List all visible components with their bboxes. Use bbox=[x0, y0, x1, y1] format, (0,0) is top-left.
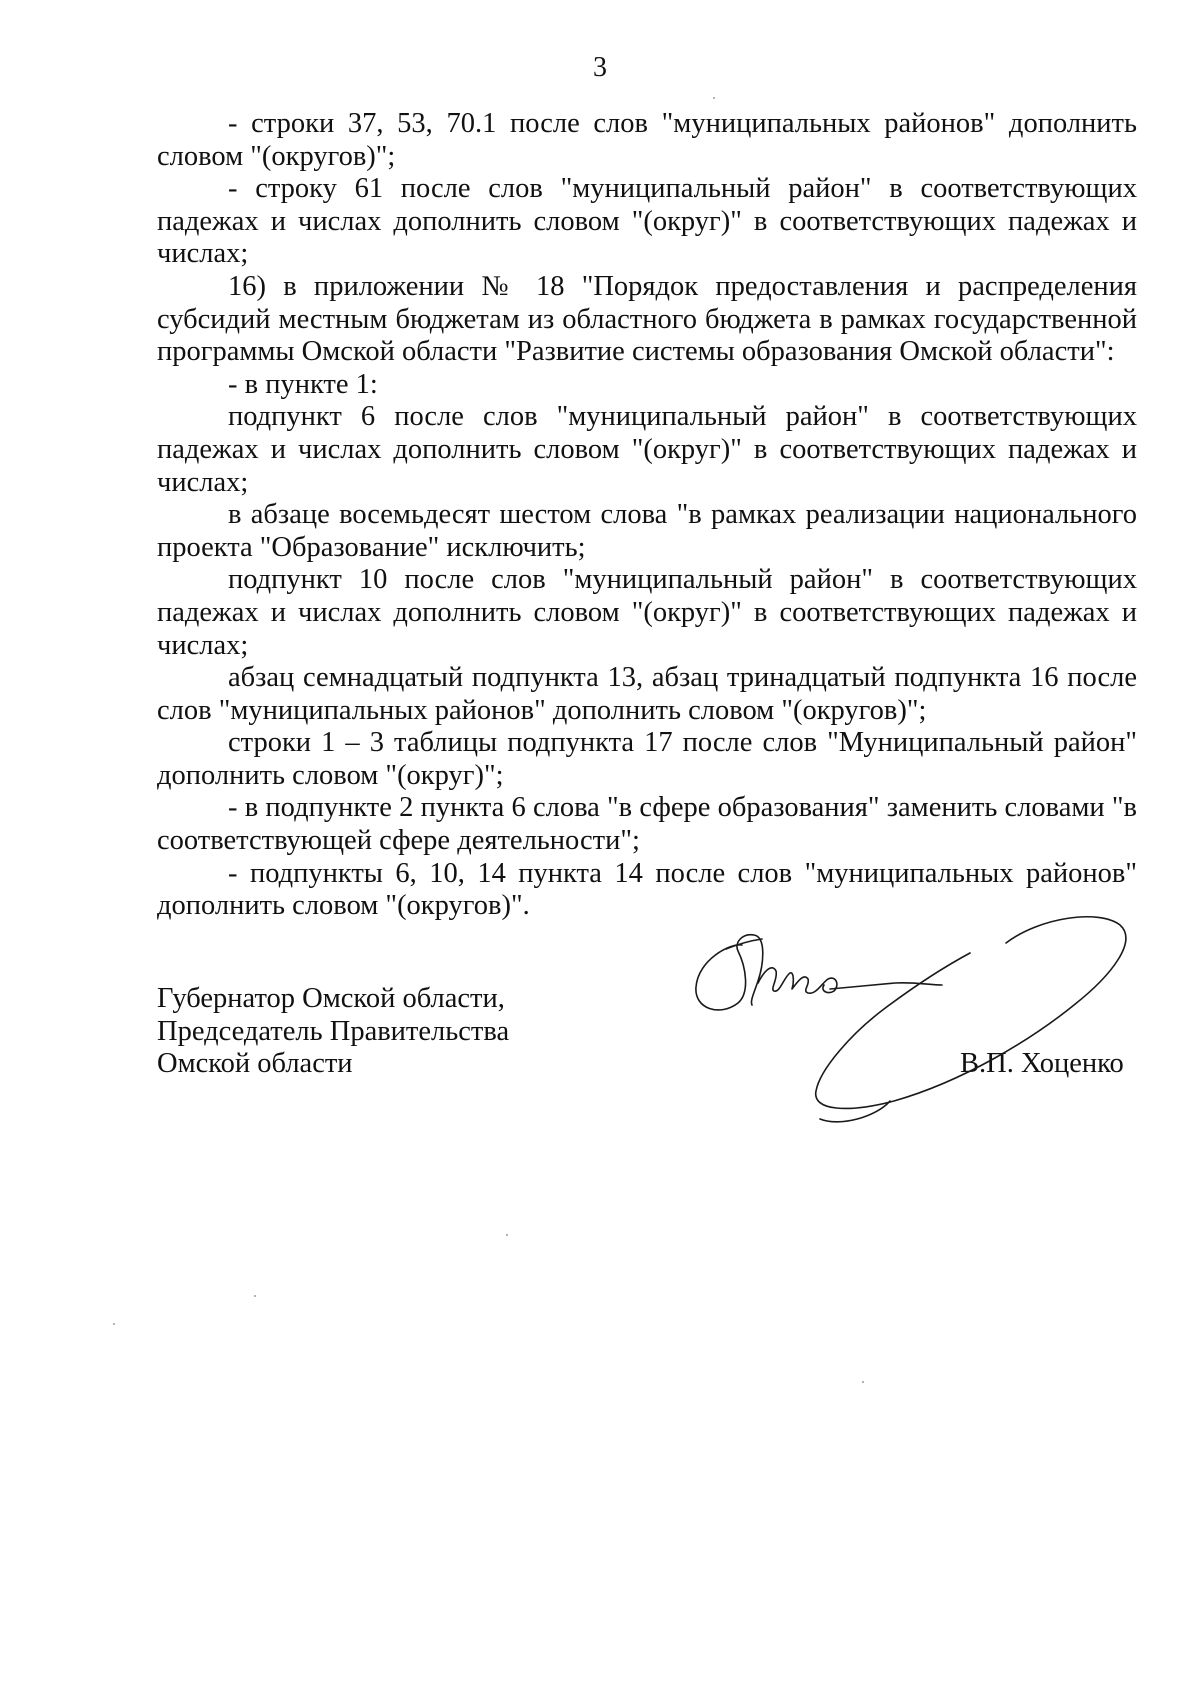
signatory-title-line-1: Губернатор Омской области, bbox=[157, 983, 505, 1014]
paragraph-10: - в подпункте 2 пункта 6 слова "в сфере образования" заменить словами "в соответствующей сфере деятельности"; bbox=[157, 792, 1137, 857]
handwritten-signature bbox=[680, 905, 1140, 1140]
signatory-title-line-2: Председатель Правительства bbox=[157, 1015, 510, 1047]
scan-speck bbox=[113, 1323, 115, 1325]
scan-speck bbox=[254, 1295, 256, 1297]
paragraph-8: абзац семнадцатый подпункта 13, абзац тринадцатый подпункта 16 после слов "муниципальных районов" дополнить словом "(округов)"; bbox=[157, 662, 1137, 726]
page-number: 3 bbox=[593, 52, 607, 83]
paragraph-1: - строки 37, 53, 70.1 после слов "муниципальных районов" дополнить словом "(округов)"; bbox=[157, 108, 1137, 172]
paragraph-7: подпункт 10 после слов "муниципальный район" в соответствующих падежах и числах дополнить словом "(округ)" в соответствующих падежах и числах; bbox=[157, 564, 1137, 661]
scan-speck bbox=[862, 1381, 864, 1383]
scan-speck bbox=[713, 97, 715, 99]
scan-speck bbox=[506, 1234, 508, 1236]
signatory-title bbox=[157, 983, 509, 1081]
paragraph-9: строки 1 – 3 таблицы подпункта 17 после слов "Муниципальный район" дополнить словом "(округ)"; bbox=[157, 727, 1137, 791]
paragraph-11: - подпункты 6, 10, 14 пункта 14 после слов "муниципальных районов" дополнить словом "(округов)". bbox=[157, 857, 1137, 922]
paragraph-3: 16) в приложении № 18 "Порядок предоставления и распределения субсидий местным бюджетам из областного бюджета в рамках государственной программы Омской области "Развитие системы образования Омской области": bbox=[157, 270, 1137, 368]
paragraph-4: - в пункте 1: bbox=[228, 368, 378, 400]
document-body bbox=[157, 108, 1137, 923]
paragraph-2: - строку 61 после слов "муниципальный район" в соответствующих падежах и числах дополнить словом "(округ)" в соответствующих падежах и числах; bbox=[157, 173, 1137, 270]
signatory-name: В.П. Хоценко bbox=[960, 1048, 1124, 1079]
paragraph-5: подпункт 6 после слов "муниципальный район" в соответствующих падежах и числах дополнить словом "(округ)" в соответствующих падежах и числах; bbox=[157, 401, 1137, 498]
paragraph-6: в абзаце восемьдесят шестом слова "в рамках реализации национального проекта "Образование" исключить; bbox=[157, 499, 1137, 563]
signatory-title-line-3: Омской области bbox=[157, 1048, 353, 1080]
